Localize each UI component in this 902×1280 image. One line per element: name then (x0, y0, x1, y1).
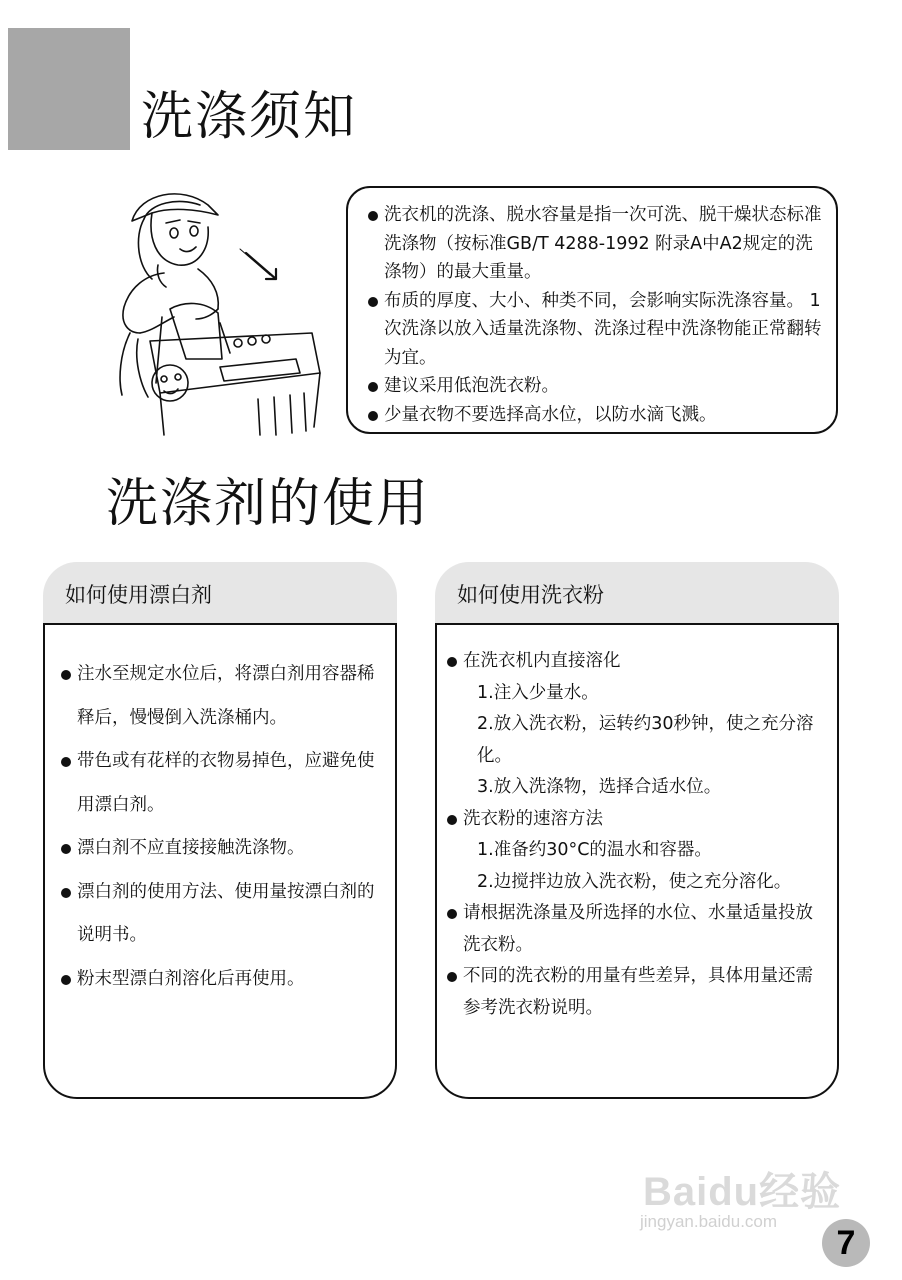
panel-title: 如何使用漂白剂 (65, 583, 212, 607)
panel-title: 如何使用洗衣粉 (457, 583, 604, 607)
panel-body (435, 623, 839, 1099)
list-item: 粉末型漂白剂溶化后再使用。 (61, 958, 387, 1002)
list-item: 布质的厚度、大小、种类不同，会影响实际洗涤容量。 1次洗涤以放入适量洗涤物、洗涤过程中洗涤物能正常翻转为宜。 (368, 287, 826, 373)
list-item: 请根据洗涤量及所选择的水位、水量适量投放洗衣粉。 (447, 898, 829, 961)
bleach-panel (43, 562, 397, 1099)
list-item: 漂白剂不应直接接触洗涤物。 (61, 827, 387, 871)
panel-body (43, 623, 397, 1099)
list-item: 带色或有花样的衣物易掉色，应避免使用漂白剂。 (61, 740, 387, 827)
watermark-logo: Baidu经验 (643, 1170, 842, 1214)
step-item: 2.边搅拌边放入洗衣粉，使之充分溶化。 (477, 871, 792, 892)
section-title: 洗涤剂的使用 (106, 474, 431, 534)
woman-loading-washer-illustration (100, 183, 340, 438)
list-item: 少量衣物不要选择高水位，以防水滴飞溅。 (368, 401, 826, 430)
list-item: 洗衣粉的速溶方法 (447, 804, 829, 836)
step-item: 3.放入洗涤物，选择合适水位。 (477, 777, 722, 797)
list-item: 建议采用低泡洗衣粉。 (368, 372, 826, 401)
section-marker-block (8, 28, 130, 150)
page-number: 7 (822, 1219, 870, 1267)
step-item: 1.准备约30°C的温水和容器。 (477, 840, 712, 860)
page-title: 洗涤须知 (141, 87, 358, 147)
powder-panel (435, 562, 839, 1099)
step-item: 2.放入洗衣粉，运转约30秒钟，使之充分溶化。 (477, 714, 814, 766)
list-item: 漂白剂的使用方法、使用量按漂白剂的说明书。 (61, 871, 387, 958)
watermark-url: jingyan.baidu.com (640, 1212, 778, 1231)
list-item: 在洗衣机内直接溶化 (447, 646, 829, 678)
washing-notice-box (346, 186, 838, 434)
list-item: 洗衣机的洗涤、脱水容量是指一次可洗、脱干燥状态标准洗涤物（按标准GB/T 4288-1992 附录A中A2规定的洗涤物）的最大重量。 (368, 201, 826, 287)
list-item: 注水至规定水位后，将漂白剂用容器稀释后，慢慢倒入洗涤桶内。 (61, 653, 387, 740)
step-item: 1.注入少量水。 (477, 682, 599, 703)
list-item: 不同的洗衣粉的用量有些差异，具体用量还需参考洗衣粉说明。 (447, 961, 829, 1024)
